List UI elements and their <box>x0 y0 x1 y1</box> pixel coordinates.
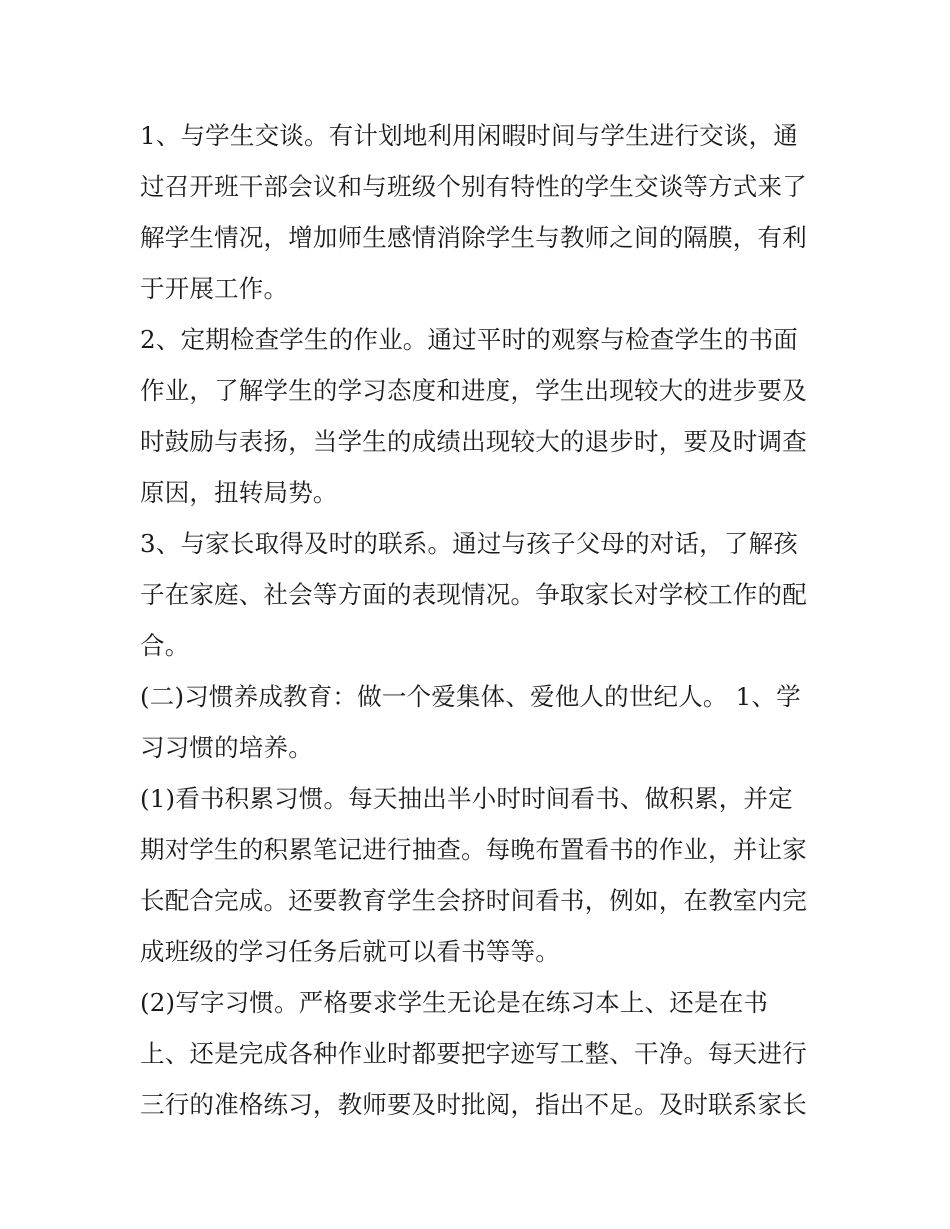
text-line: (1)看书积累习惯。每天抽出半小时时间看书、做积累，并定 <box>140 784 793 813</box>
text-line: (二)习惯养成教育：做一个爱集体、爱他人的世纪人。 1、学 <box>140 682 801 711</box>
text-line: 1、与学生交谈。有计划地利用闲暇时间与学生进行交谈，通 <box>140 121 798 150</box>
text-line: 成班级的学习任务后就可以看书等等。 <box>140 937 560 966</box>
text-line: 于开展工作。 <box>140 274 289 303</box>
text-line: (2)写字习惯。严格要求学生无论是在练习本上、还是在书 <box>140 988 769 1017</box>
text-line: 2、定期检查学生的作业。通过平时的观察与检查学生的书面 <box>140 325 798 354</box>
text-line: 时鼓励与表扬，当学生的成绩出现较大的退步时，要及时调查 <box>140 427 807 456</box>
text-line: 长配合完成。还要教育学生会挤时间看书，例如，在教室内完 <box>140 886 807 915</box>
text-line: 过召开班干部会议和与班级个别有特性的学生交谈等方式来了 <box>140 172 807 201</box>
document-body <box>140 110 820 1130</box>
text-line: 解学生情况，增加师生感情消除学生与教师之间的隔膜，有利 <box>140 223 807 252</box>
text-line: 原因，扭转局势。 <box>140 478 338 507</box>
text-line: 作业，了解学生的学习态度和进度，学生出现较大的进步要及 <box>140 376 807 405</box>
text-line: 上、还是完成各种作业时都要把字迹写工整、干净。每天进行 <box>140 1039 807 1068</box>
text-line: 3、与家长取得及时的联系。通过与孩子父母的对话，了解孩 <box>140 529 798 558</box>
text-line: 合。 <box>140 631 190 660</box>
text-line: 三行的准格练习，教师要及时批阅，指出不足。及时联系家长 <box>140 1090 807 1119</box>
text-line: 期对学生的积累笔记进行抽查。每晚布置看书的作业，并让家 <box>140 835 807 864</box>
text-line: 子在家庭、社会等方面的表现情况。争取家长对学校工作的配 <box>140 580 807 609</box>
text-line: 习习惯的培养。 <box>140 733 313 762</box>
